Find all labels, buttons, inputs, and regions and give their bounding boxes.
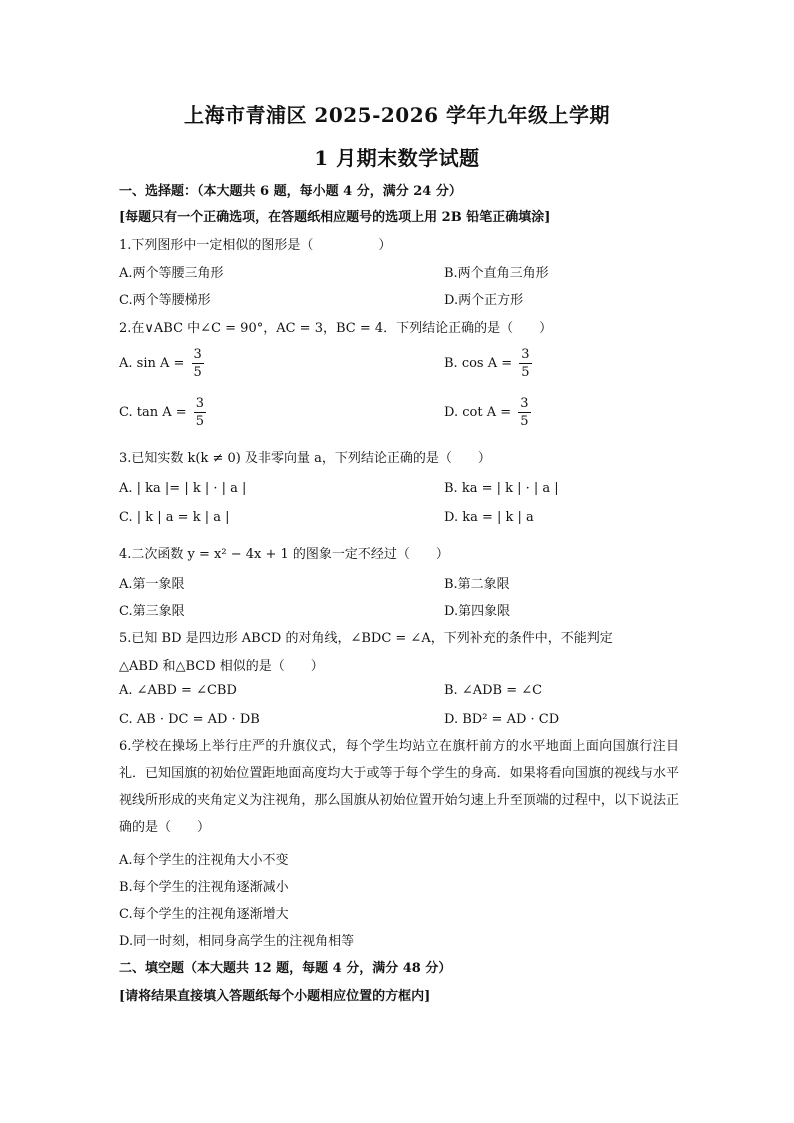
question-3-stem: 3.已知实数 k(k ≠ 0) 及非零向量 a，下列结论正确的是（ ） (119, 451, 491, 466)
question-1-option-a: A.两个等腰三角形 (119, 266, 224, 281)
question-5-option-d: D. BD² = AD · CD (444, 712, 560, 727)
question-5-option-c: C. AB · DC = AD · DB (119, 712, 260, 727)
section-1-header: 一、选择题：（本大题共 6 题，每小题 4 分，满分 24 分） (119, 184, 462, 199)
question-3-option-c: C. | k | a = k | a | (119, 510, 230, 525)
fraction-denominator: 5 (195, 414, 205, 429)
section-2-header: 二、填空题（本大题共 12 题，每题 4 分，满分 48 分） (119, 961, 452, 976)
question-6-option-c: C.每个学生的注视角逐渐增大 (119, 907, 289, 922)
section-1-instruction: [每题只有一个正确选项，在答题纸相应题号的选项上用 2B 铅笔正确填涂] (119, 210, 551, 225)
question-1-stem: 1.下列图形中一定相似的图形是（ ） (119, 238, 392, 253)
fraction-numerator: 3 (520, 396, 529, 411)
fraction-three-fifths (519, 346, 531, 381)
fraction-numerator: 3 (521, 347, 530, 362)
fraction-numerator: 3 (193, 347, 202, 362)
fraction-denominator: 5 (521, 365, 530, 380)
question-2-stem: 2.在∨ABC 中∠C = 90°，AC = 3，BC = 4．下列结论正确的是（ ） (119, 321, 553, 336)
question-6-stem: 6.学校在操场上举行庄严的升旗仪式，每个学生均站立在旗杆前方的水平地面上面向国旗行注目礼．已知国旗的初始位置距地面高度均大于或等于每个学生的身高．如果将看向国旗的视线与水平视线所形成的夹角定义为注视角，那么国旗从初始位置开始匀速上升至顶端的过程中，以下说法正确的是（ ） (119, 739, 679, 835)
question-6-option-a: A.每个学生的注视角大小不变 (119, 853, 289, 868)
fraction-denominator: 5 (193, 365, 202, 380)
question-2-option-d (444, 395, 531, 430)
question-5-stem-line-2: △ABD 和△BCD 相似的是（ ） (119, 659, 324, 674)
option-a-expression: A. sin A = (119, 356, 185, 371)
option-c-expression: C. tan A = (119, 405, 187, 420)
question-1-option-b: B.两个直角三角形 (444, 266, 549, 281)
question-3-option-b: B. ka = | k | · | a | (444, 481, 559, 496)
question-2-option-b (444, 346, 532, 381)
fraction-three-fifths (192, 346, 204, 381)
question-3-option-d: D. ka = | k | a (444, 510, 534, 525)
fraction-three-fifths (194, 395, 206, 430)
section-2-instruction: [请将结果直接填入答题纸每个小题相应位置的方框内] (119, 989, 431, 1004)
question-5-stem-line-1: 5.已知 BD 是四边形 ABCD 的对角线，∠BDC = ∠A，下列补充的条件中，不能判定 (119, 631, 613, 646)
question-4-option-d: D.第四象限 (444, 604, 511, 619)
question-4-option-c: C.第三象限 (119, 604, 185, 619)
question-5-option-a: A. ∠ABD = ∠CBD (119, 683, 237, 698)
question-5-option-b: B. ∠ADB = ∠C (444, 683, 543, 698)
fraction-denominator: 5 (520, 414, 529, 429)
question-6-option-d: D.同一时刻，相同身高学生的注视角相等 (119, 934, 355, 949)
question-6-option-b: B.每个学生的注视角逐渐减小 (119, 880, 289, 895)
question-4-option-b: B.第二象限 (444, 577, 510, 592)
fraction-three-fifths (518, 395, 530, 430)
exam-title-line-2: 1 月期末数学试题 (314, 146, 480, 170)
question-1-option-c: C.两个等腰梯形 (119, 293, 211, 308)
question-2-option-c (119, 395, 206, 430)
option-d-expression: D. cot A = (444, 405, 512, 420)
exam-title-line-1: 上海市青浦区 2025-2026 学年九年级上学期 (183, 103, 611, 127)
fraction-numerator: 3 (195, 396, 205, 411)
question-2-option-a (119, 346, 204, 381)
question-3-option-a: A. | ka |= | k | · | a | (119, 481, 247, 496)
question-4-stem: 4.二次函数 y = x² − 4x + 1 的图象一定不经过（ ） (119, 547, 449, 562)
question-4-option-a: A.第一象限 (119, 577, 185, 592)
option-b-expression: B. cos A = (444, 356, 513, 371)
question-1-option-d: D.两个正方形 (444, 293, 524, 308)
